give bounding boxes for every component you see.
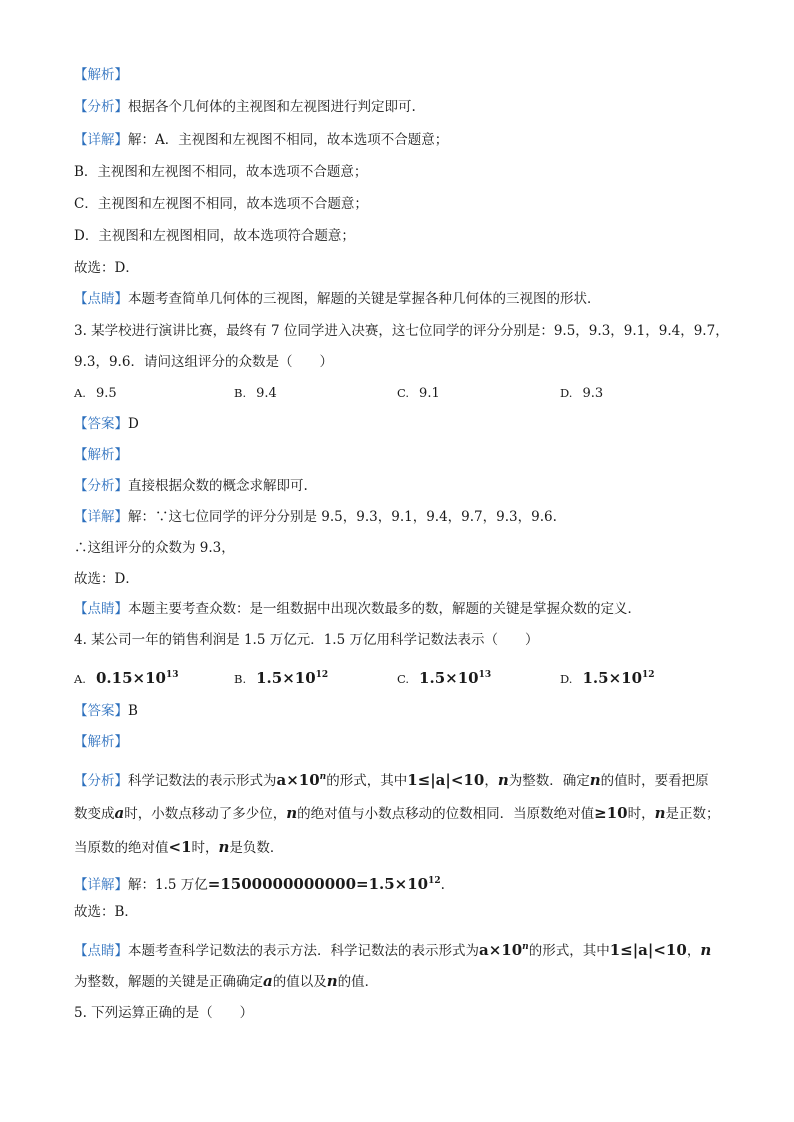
q4-analysis-tag-line: 【解析】 bbox=[74, 734, 128, 750]
question-4-stem: 4. 某公司一年的销售利润是 1.5 万亿元．1.5 万亿用科学记数法表示（ ） bbox=[74, 632, 539, 648]
q3-option-c: C. 9.1 bbox=[397, 386, 440, 401]
q4-fenxi-line1: 【分析】科学记数法的表示形式为$a\times 10^n$的形式，其中1≤|a|<10，n为整数．确定n的值时，要看把原 bbox=[74, 771, 709, 789]
dianjing-line bbox=[74, 290, 601, 308]
q3-option-d: D. 9.3 bbox=[560, 386, 604, 401]
q4-dianjing-line2: 为整数，解题的关键是正确确定a的值以及n的值． bbox=[74, 972, 379, 990]
q4-answer-line: 【答案】B bbox=[74, 703, 138, 719]
selection-line: 故选：D． bbox=[74, 260, 139, 276]
q3-option-b: B. 9.4 bbox=[234, 386, 277, 401]
xiangjie-tag: 【详解】 bbox=[74, 132, 128, 148]
option-d-judgment: D．主视图和左视图相同，故本选项符合题意； bbox=[74, 228, 355, 244]
q4-selection: 故选：B． bbox=[74, 904, 138, 920]
dianjing-text: 本题考查简单几何体的三视图，解题的关键是掌握各种几何体的三视图的形状． bbox=[128, 291, 601, 307]
q4-fenxi-line2: 数变成a时，小数点移动了多少位，n的绝对值与小数点移动的位数相同．当原数绝对值≥10时，n是正数； bbox=[74, 804, 720, 822]
analysis-line bbox=[74, 98, 416, 116]
xiangjie-text: 解：A．主视图和左视图不相同，故本选项不合题意； bbox=[128, 132, 449, 148]
analysis-tag-line bbox=[74, 66, 128, 84]
q4-option-c: C. $1.5\times 10^{13}$ bbox=[397, 669, 492, 687]
q4-fenxi-line3: 当原数的绝对值<1时，n是负数． bbox=[74, 838, 284, 856]
q3-dianjing-line: 【点睛】本题主要考查众数：是一组数据中出现次数最多的数，解题的关键是掌握众数的定义． bbox=[74, 601, 641, 617]
analysis-tag: 【解析】 bbox=[74, 67, 128, 83]
question-5-stem: 5. 下列运算正确的是（ ） bbox=[74, 1005, 254, 1021]
fenxi-tag: 【分析】 bbox=[74, 99, 128, 115]
dianjing-tag: 【点睛】 bbox=[74, 291, 128, 307]
q3-xiangjie-line: 【详解】解：∵这七位同学的评分分别是 9.5，9.3，9.1，9.4，9.7，9.3，9.6. bbox=[74, 509, 557, 525]
q3-conclusion: ∴这组评分的众数为 9.3， bbox=[74, 540, 235, 556]
detail-line bbox=[74, 131, 448, 149]
q3-analysis-tag-line: 【解析】 bbox=[74, 447, 128, 463]
question-3-stem-cont: 9.3，9.6．请问这组评分的众数是（ ） bbox=[74, 354, 333, 370]
option-c-judgment: C．主视图和左视图不相同，故本选项不合题意； bbox=[74, 196, 368, 212]
q4-option-d: D. $1.5\times 10^{12}$ bbox=[560, 669, 655, 687]
question-3-stem: 3. 某学校进行演讲比赛，最终有 7 位同学进入决赛，这七位同学的评分分别是：9.5，9.3，9.1，9.4，9.7， bbox=[74, 323, 729, 339]
q4-option-b: B. $1.5\times 10^{12}$ bbox=[234, 669, 329, 687]
q3-answer-line bbox=[74, 415, 139, 433]
q4-xiangjie-line: 【详解】解：1.5 万亿$=1500000000000=1.5\times 10^{12}$. bbox=[74, 875, 445, 893]
fenxi-text: 根据各个几何体的主视图和左视图进行判定即可. bbox=[128, 99, 416, 115]
answer-tag: 【答案】 bbox=[74, 416, 128, 432]
q3-selection: 故选：D． bbox=[74, 571, 139, 587]
q4-dianjing-line1: 【点睛】本题考查科学记数法的表示方法．科学记数法的表示形式为$a\times 10^n$的形式，其中1≤|a|<10，n bbox=[74, 941, 712, 959]
answer-value: D bbox=[128, 416, 139, 432]
q4-option-a: A. $0.15\times 10^{13}$ bbox=[74, 669, 179, 687]
q3-option-a: A. 9.5 bbox=[74, 386, 117, 401]
q3-fenxi-line: 【分析】直接根据众数的概念求解即可. bbox=[74, 478, 308, 494]
option-b-judgment: B．主视图和左视图不相同，故本选项不合题意； bbox=[74, 164, 368, 180]
